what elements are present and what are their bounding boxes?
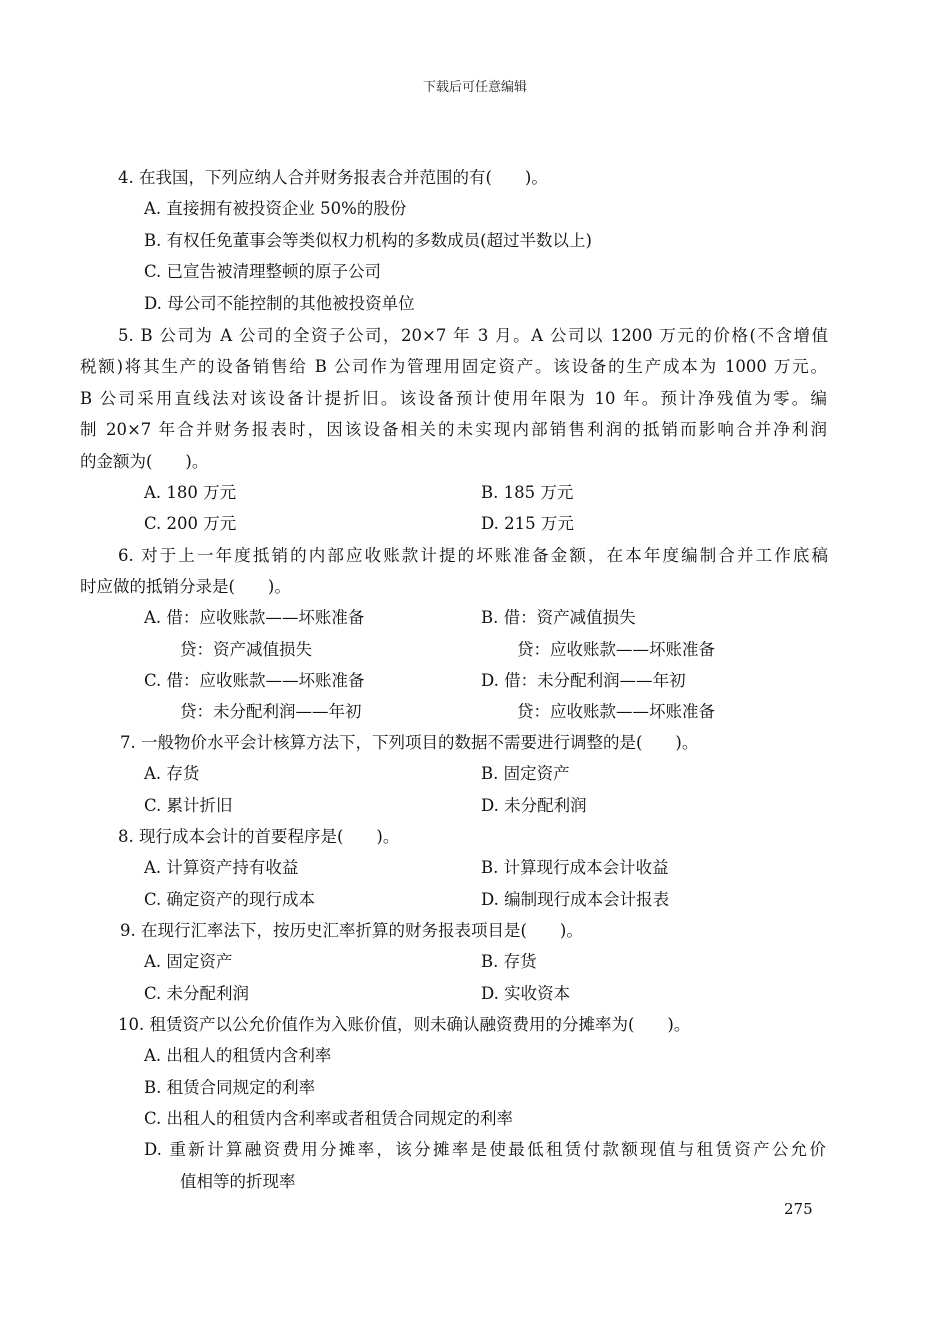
question-10-option-b: B. 租赁合同规定的利率	[144, 1078, 316, 1097]
question-9-option-d: D. 实收资本	[481, 984, 571, 1003]
question-10-option-a: A. 出租人的租赁内含利率	[144, 1046, 332, 1065]
question-9-option-a: A. 固定资产	[144, 952, 233, 971]
question-7-option-b: B. 固定资产	[481, 764, 570, 783]
question-6-option-d-debit: D. 借：未分配利润——年初	[481, 671, 686, 690]
question-5-stem-line-5: 的金额为( )。	[80, 452, 209, 471]
page-header: 下载后可任意编辑	[422, 80, 527, 95]
question-6-option-d-credit: 贷：应收账款——坏账准备	[517, 702, 715, 721]
question-5-stem-line-1: 5. B 公司为 A 公司的全资子公司，20×7 年 3 月。A 公司以 1200 万元的价格(不含增值	[118, 326, 828, 345]
question-4-option-b: B. 有权任免董事会等类似权力机构的多数成员(超过半数以上)	[144, 231, 592, 250]
question-9-stem: 9. 在现行汇率法下，按历史汇率折算的财务报表项目是( )。	[120, 921, 583, 940]
question-5-stem-line-3: B 公司采用直线法对该设备计提折旧。该设备预计使用年限为 10 年。预计净残值为零。编	[80, 389, 827, 408]
question-5-stem-line-4: 制 20×7 年合并财务报表时，因该设备相关的未实现内部销售利润的抵销而影响合并净利润	[80, 420, 827, 439]
question-10-option-d-line-1: D. 重新计算融资费用分摊率，该分摊率是使最低租赁付款额现值与租赁资产公允价	[144, 1140, 826, 1159]
question-8-option-d: D. 编制现行成本会计报表	[481, 890, 670, 909]
question-10-option-d-line-2: 值相等的折现率	[180, 1172, 296, 1191]
page-number: 275	[784, 1200, 813, 1218]
question-8-option-b: B. 计算现行成本会计收益	[481, 858, 669, 877]
question-5-stem-line-2: 税额)将其生产的设备销售给 B 公司作为管理用固定资产。该设备的生产成本为 1000 万元。	[80, 357, 827, 376]
question-5-option-c: C. 200 万元	[144, 514, 237, 533]
question-4-option-d: D. 母公司不能控制的其他被投资单位	[144, 294, 415, 313]
question-6-stem-line-2: 时应做的抵销分录是( )。	[80, 577, 291, 596]
question-8-stem: 8. 现行成本会计的首要程序是( )。	[118, 827, 400, 846]
question-9-option-b: B. 存货	[481, 952, 537, 971]
question-4-option-c: C. 已宣告被清理整顿的原子公司	[144, 262, 382, 281]
question-6-option-b-credit: 贷：应收账款——坏账准备	[517, 640, 715, 659]
question-7-option-d: D. 未分配利润	[481, 796, 587, 815]
question-7-option-a: A. 存货	[144, 764, 200, 783]
question-6-option-a-credit: 贷：资产减值损失	[180, 640, 312, 659]
question-8-option-a: A. 计算资产持有收益	[144, 858, 299, 877]
question-5-option-a: A. 180 万元	[144, 483, 237, 502]
question-6-stem-line-1: 6. 对于上一年度抵销的内部应收账款计提的坏账准备金额，在本年度编制合并工作底稿	[118, 546, 828, 565]
question-6-option-a-debit: A. 借：应收账款——坏账准备	[144, 608, 365, 627]
question-7-stem: 7. 一般物价水平会计核算方法下，下列项目的数据不需要进行调整的是( )。	[120, 733, 699, 752]
question-5-option-b: B. 185 万元	[481, 483, 574, 502]
question-6-option-b-debit: B. 借：资产减值损失	[481, 608, 636, 627]
question-7-option-c: C. 累计折旧	[144, 796, 233, 815]
question-6-option-c-credit: 贷：未分配利润——年初	[180, 702, 362, 721]
question-6-option-c-debit: C. 借：应收账款——坏账准备	[144, 671, 365, 690]
question-8-option-c: C. 确定资产的现行成本	[144, 890, 316, 909]
question-4-stem: 4. 在我国，下列应纳人合并财务报表合并范围的有( )。	[118, 168, 548, 187]
question-5-option-d: D. 215 万元	[481, 514, 574, 533]
question-10-option-c: C. 出租人的租赁内含利率或者租赁合同规定的利率	[144, 1109, 514, 1128]
question-4-option-a: A. 直接拥有被投资企业 50%的股份	[144, 199, 407, 218]
question-9-option-c: C. 未分配利润	[144, 984, 250, 1003]
question-10-stem: 10. 租赁资产以公允价值作为入账价值，则未确认融资费用的分摊率为( )。	[118, 1015, 691, 1034]
